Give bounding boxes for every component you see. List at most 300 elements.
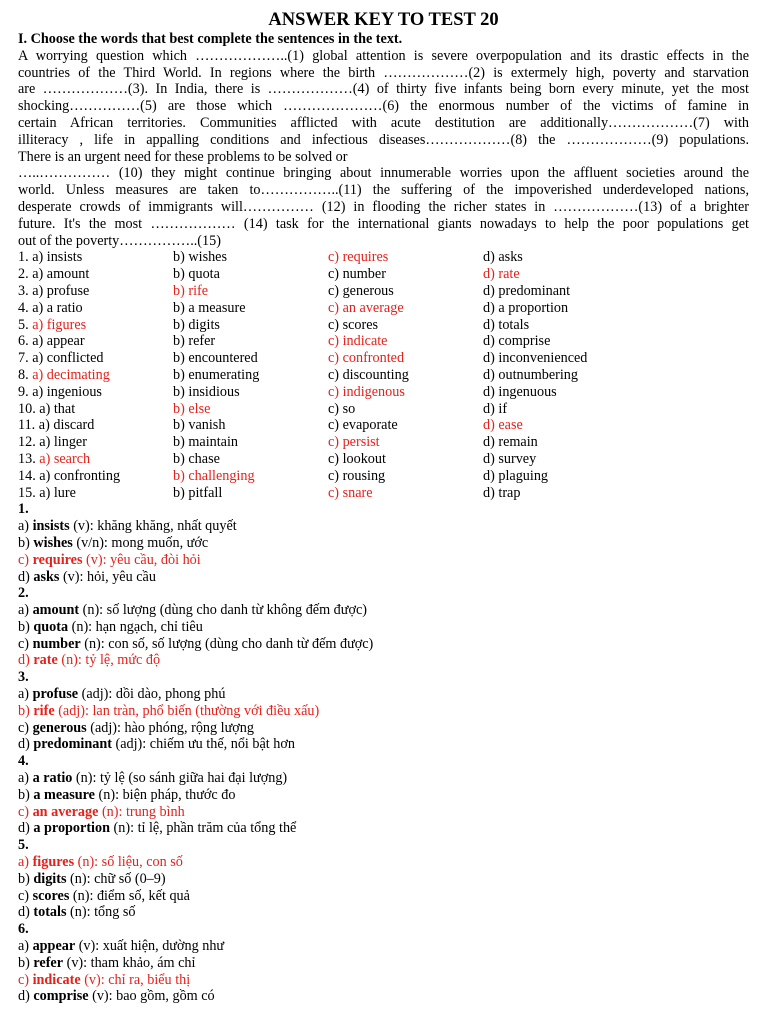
- explanation-line: [18, 820, 749, 837]
- option-letter: b): [173, 299, 185, 316]
- option-text: predominant: [498, 282, 571, 299]
- question-row: [18, 417, 749, 434]
- option-letter: d): [483, 266, 495, 283]
- option-letter: d): [483, 282, 495, 299]
- explanation-line: [18, 955, 749, 972]
- explanation-line: [18, 904, 749, 921]
- question-row: [18, 317, 749, 334]
- passage-line: certain African territories. Communities afflicted with acute destitution are additionally………………(7) with: [18, 114, 749, 131]
- option: [173, 367, 259, 383]
- explanation-word: a ratio: [32, 770, 73, 787]
- explanation-number: 5.: [18, 837, 29, 854]
- correct-explanation-line: [18, 804, 749, 821]
- option-cell: [483, 434, 633, 451]
- explanation-word: profuse: [32, 686, 79, 703]
- option-cell: [483, 451, 633, 468]
- correct-option: [328, 249, 388, 265]
- option-text: digits: [188, 316, 220, 333]
- option: [173, 384, 240, 400]
- option-text: discounting: [342, 366, 409, 383]
- explanation-meaning: (n): trung bình: [98, 803, 185, 820]
- option-cell: [173, 350, 328, 367]
- option-text: else: [188, 400, 211, 417]
- explanation-word: asks: [33, 568, 60, 585]
- option-cell: [483, 300, 633, 317]
- option: [173, 266, 220, 282]
- explanation-line: [18, 636, 749, 653]
- explanation-meaning: (n): biện pháp, thước đo: [94, 786, 236, 803]
- explanation-letter: b): [18, 870, 30, 887]
- explanation-word: rife: [33, 702, 55, 719]
- option: [173, 350, 258, 366]
- option-text: rate: [498, 266, 520, 283]
- option: [32, 266, 89, 282]
- passage-line: shocking……………(5) are those which …………………(6) the enormous number of the victims of famine in: [18, 98, 749, 115]
- explanation-line: [18, 888, 749, 905]
- explanation-line: [18, 988, 749, 1005]
- explanation-meaning: (n): con số, số lượng (dùng cho danh từ đếm được): [80, 635, 374, 652]
- option-letter: a): [32, 383, 44, 400]
- option: [328, 283, 394, 299]
- option-cell: [173, 384, 328, 401]
- option-text: refer: [188, 333, 216, 350]
- option-letter: a): [39, 400, 51, 417]
- explanation-word: refer: [33, 954, 64, 971]
- option-letter: b): [173, 467, 185, 484]
- option: [483, 283, 570, 299]
- option-cell: [328, 401, 483, 418]
- question-row: [18, 283, 749, 300]
- option-text: insists: [46, 249, 83, 266]
- explanation-word: generous: [32, 719, 87, 736]
- option-text: challenging: [188, 467, 255, 484]
- correct-option: [173, 283, 208, 299]
- option-letter: a): [32, 350, 44, 367]
- question-row: [18, 367, 749, 384]
- explanation-letter: d): [18, 904, 30, 921]
- question-number: 7.: [18, 350, 29, 367]
- passage-line: world. Unless measures are taken to……………..(11) the suffering of the impoverished underdeveloped nations,: [18, 182, 749, 199]
- explanation-line: [18, 686, 749, 703]
- correct-option: [39, 451, 90, 467]
- option-cell: [483, 367, 633, 384]
- question-number: 14.: [18, 467, 36, 484]
- option-text: indigenous: [342, 383, 405, 400]
- option: [32, 300, 82, 316]
- explanation-meaning: (adj): chiếm ưu thế, nổi bật hơn: [111, 736, 295, 753]
- option-text: ingenuous: [498, 383, 557, 400]
- option-text: figures: [46, 316, 87, 333]
- explanation-letter: b): [18, 702, 30, 719]
- option-text: pitfall: [188, 484, 223, 501]
- option: [39, 434, 87, 450]
- option-cell: [483, 333, 633, 350]
- option-text: if: [498, 400, 508, 417]
- explanation-word: a measure: [33, 786, 95, 803]
- option: [173, 317, 220, 333]
- option-cell: [18, 249, 173, 266]
- option-letter: c): [328, 249, 340, 266]
- explanation-number: 4.: [18, 753, 29, 770]
- option-letter: a): [32, 299, 44, 316]
- option-cell: [18, 384, 173, 401]
- question-row: [18, 485, 749, 502]
- option-cell: [173, 451, 328, 468]
- option-letter: c): [328, 417, 340, 434]
- option: [483, 350, 587, 366]
- option-letter: c): [328, 266, 340, 283]
- option-letter: c): [328, 299, 340, 316]
- option-cell: [173, 485, 328, 502]
- explanation-letter: a): [18, 938, 30, 955]
- option: [32, 283, 89, 299]
- option-text: confronted: [342, 350, 405, 367]
- option-letter: a): [32, 266, 44, 283]
- option-cell: [18, 283, 173, 300]
- option-cell: [483, 485, 633, 502]
- option-text: persist: [342, 434, 380, 451]
- option-text: ease: [498, 417, 523, 434]
- option-text: survey: [498, 450, 537, 467]
- explanation-meaning: (n): tổng số: [66, 904, 136, 921]
- option-text: inconvenienced: [498, 350, 588, 367]
- passage-line: There is an urgent need for these problems to be solved or: [18, 148, 348, 165]
- option-letter: d): [483, 417, 495, 434]
- option-text: snare: [342, 484, 373, 501]
- option-letter: b): [173, 434, 185, 451]
- explanation-number: 3.: [18, 669, 29, 686]
- option-cell: [173, 434, 328, 451]
- question-row: [18, 333, 749, 350]
- explanation-line: [18, 518, 749, 535]
- option: [483, 401, 507, 417]
- option: [483, 451, 536, 467]
- passage-line: are ………………(3). In India, there is ………………(4) of thirty five infants being born every minute, yet the most: [18, 81, 749, 98]
- option: [483, 317, 529, 333]
- explanation-word: appear: [32, 938, 76, 955]
- explanation-number: 2.: [18, 585, 29, 602]
- page-title: ANSWER KEY TO TEST 20: [268, 10, 499, 30]
- option: [483, 468, 548, 484]
- option-cell: [18, 266, 173, 283]
- explanation-letter: c): [18, 803, 30, 820]
- explanation-letter: a): [18, 770, 30, 787]
- option-text: decimating: [46, 366, 110, 383]
- explanation-word: an average: [32, 803, 99, 820]
- option-text: linger: [53, 434, 87, 451]
- option-cell: [328, 300, 483, 317]
- explanation-meaning: (n): điểm số, kết quả: [69, 887, 190, 904]
- correct-option: [483, 266, 520, 282]
- explanation-letter: d): [18, 652, 30, 669]
- option-cell: [328, 485, 483, 502]
- option-cell: [173, 401, 328, 418]
- passage-line: …..…………… (10) they might continue bringing about innumerable worries upon the affluent societies around the: [18, 165, 749, 182]
- explanation-word: insists: [32, 518, 70, 535]
- option: [483, 249, 523, 265]
- option-text: maintain: [188, 434, 239, 451]
- option-cell: [328, 384, 483, 401]
- option-text: number: [342, 266, 386, 283]
- correct-option: [173, 468, 255, 484]
- option-text: rife: [188, 282, 209, 299]
- question-number: 12.: [18, 434, 36, 451]
- explanation-line: [18, 535, 749, 552]
- explanation-letter: c): [18, 719, 30, 736]
- option-cell: [18, 451, 173, 468]
- option: [32, 333, 84, 349]
- correct-explanation-line: [18, 552, 749, 569]
- option-cell: [483, 417, 633, 434]
- option-text: wishes: [188, 249, 227, 266]
- option-letter: c): [328, 484, 340, 501]
- option-cell: [173, 468, 328, 485]
- option-text: quota: [188, 266, 220, 283]
- correct-option: [32, 317, 86, 333]
- option-letter: b): [173, 266, 185, 283]
- explanation-meaning: (adj): dồi dào, phong phú: [78, 686, 226, 703]
- option-cell: [483, 283, 633, 300]
- option-letter: d): [483, 484, 495, 501]
- option-text: indicate: [342, 333, 388, 350]
- option-text: comprise: [498, 333, 551, 350]
- passage-line: desperate crowds of immigrants will…………… (12) in flooding the richer states in ………………(13) of a brighter: [18, 198, 749, 215]
- explanation-meaning: (adj): lan tràn, phổ biến (thường với điều xấu): [54, 702, 320, 719]
- explanation-line: [18, 736, 749, 753]
- option-letter: c): [328, 282, 340, 299]
- explanation-letter: c): [18, 887, 30, 904]
- explanation-number: 1.: [18, 501, 29, 518]
- option: [173, 434, 238, 450]
- option-letter: a): [39, 484, 51, 501]
- option-letter: d): [483, 366, 495, 383]
- question-row: [18, 384, 749, 401]
- option-cell: [328, 417, 483, 434]
- explanation-word: a proportion: [33, 820, 110, 837]
- option-letter: d): [483, 333, 495, 350]
- option-cell: [483, 317, 633, 334]
- explanation-letter: c): [18, 635, 30, 652]
- option-cell: [328, 367, 483, 384]
- explanation-word: figures: [32, 854, 75, 871]
- option-cell: [173, 283, 328, 300]
- explanation-letter: b): [18, 786, 30, 803]
- question-number: 4.: [18, 299, 29, 316]
- option-cell: [483, 350, 633, 367]
- option-letter: d): [483, 350, 495, 367]
- option-cell: [18, 317, 173, 334]
- explanation-line: [18, 569, 749, 586]
- option: [483, 434, 538, 450]
- explanation-letter: d): [18, 988, 30, 1005]
- option-cell: [483, 468, 633, 485]
- correct-option: [32, 367, 110, 383]
- option-letter: a): [32, 249, 44, 266]
- explanation-line: [18, 619, 749, 636]
- option-letter: b): [173, 316, 185, 333]
- option: [328, 451, 386, 467]
- explanation-meaning: (v): chỉ ra, biểu thị: [80, 971, 191, 988]
- question-row: [18, 350, 749, 367]
- option-text: requires: [342, 249, 389, 266]
- option-letter: a): [32, 316, 44, 333]
- explanation-meaning: (v): hỏi, yêu cầu: [59, 568, 156, 585]
- option-letter: d): [483, 400, 495, 417]
- option-cell: [328, 350, 483, 367]
- passage-line: future. It's the most ……………… (14) task for the international giants nowadays to help the poor populations get: [18, 215, 749, 232]
- passage-line: out of the poverty……………..(15): [18, 232, 221, 249]
- option: [483, 367, 578, 383]
- option: [328, 401, 355, 417]
- option-cell: [18, 300, 173, 317]
- cloze-passage: [18, 48, 749, 250]
- option-letter: b): [173, 400, 185, 417]
- option-letter: a): [39, 467, 51, 484]
- explanation-word: digits: [33, 870, 67, 887]
- option: [32, 249, 82, 265]
- explanation-word: scores: [32, 887, 70, 904]
- option-cell: [173, 367, 328, 384]
- correct-option: [483, 417, 523, 433]
- option-cell: [18, 485, 173, 502]
- option-cell: [483, 401, 633, 418]
- explanation-meaning: (n): tỉ lệ, phần trăm của tổng thể: [109, 820, 297, 837]
- explanation-letter: a): [18, 602, 30, 619]
- explanation-word: requires: [32, 551, 83, 568]
- correct-option: [328, 300, 404, 316]
- option-letter: a): [32, 366, 44, 383]
- option-text: scores: [342, 316, 379, 333]
- option-letter: c): [328, 383, 340, 400]
- explanation-word: totals: [33, 904, 67, 921]
- option-cell: [18, 417, 173, 434]
- explanation-line: [18, 770, 749, 787]
- option-text: trap: [498, 484, 521, 501]
- option-text: lure: [53, 484, 76, 501]
- option-text: remain: [498, 434, 538, 451]
- option: [173, 485, 222, 501]
- explanations-list: [18, 501, 749, 1005]
- option-letter: b): [173, 417, 185, 434]
- option: [173, 417, 225, 433]
- correct-option: [328, 485, 373, 501]
- correct-option: [328, 333, 387, 349]
- option-cell: [328, 283, 483, 300]
- explanation-meaning: (n): số lượng (dùng cho danh từ không đếm được): [79, 602, 367, 619]
- option: [328, 266, 386, 282]
- explanation-meaning: (v/n): mong muốn, ước: [72, 534, 209, 551]
- option: [39, 468, 120, 484]
- explanation-meaning: (v): yêu cầu, đòi hỏi: [82, 551, 201, 568]
- explanation-word: indicate: [32, 971, 81, 988]
- option-letter: b): [173, 282, 185, 299]
- option-letter: c): [328, 450, 340, 467]
- option-letter: c): [328, 333, 340, 350]
- option-cell: [173, 317, 328, 334]
- option-letter: c): [328, 316, 340, 333]
- option: [173, 333, 215, 349]
- option-text: encountered: [188, 350, 258, 367]
- explanation-letter: b): [18, 618, 30, 635]
- passage-line: A worrying question which ………………..(1) global attention is severe overpopulation and its drastic effects in the: [18, 47, 749, 64]
- option-cell: [18, 434, 173, 451]
- explanation-word: amount: [32, 602, 80, 619]
- question-number: 6.: [18, 333, 29, 350]
- option-letter: b): [173, 383, 185, 400]
- option: [483, 485, 520, 501]
- option-cell: [483, 266, 633, 283]
- option-text: that: [53, 400, 76, 417]
- option-letter: d): [483, 434, 495, 451]
- explanation-meaning: (adj): hào phóng, rộng lượng: [86, 719, 254, 736]
- question-number: 2.: [18, 266, 29, 283]
- option-text: amount: [46, 266, 90, 283]
- option: [173, 249, 227, 265]
- explanation-meaning: (n): hạn ngạch, chỉ tiêu: [68, 618, 203, 635]
- option-text: a proportion: [498, 299, 569, 316]
- option-text: confronting: [53, 467, 121, 484]
- question-number: 5.: [18, 316, 29, 333]
- option-text: profuse: [46, 282, 90, 299]
- option-text: totals: [498, 316, 530, 333]
- option-text: a ratio: [46, 299, 83, 316]
- option: [32, 350, 103, 366]
- correct-option: [328, 384, 405, 400]
- option-letter: d): [483, 299, 495, 316]
- option-cell: [18, 401, 173, 418]
- option-cell: [18, 367, 173, 384]
- correct-explanation-line: [18, 652, 749, 669]
- explanation-letter: d): [18, 820, 30, 837]
- option-text: discard: [53, 417, 95, 434]
- option-text: outnumbering: [498, 366, 578, 383]
- option-letter: b): [173, 484, 185, 501]
- correct-explanation-line: [18, 703, 749, 720]
- option: [483, 300, 568, 316]
- option: [328, 417, 398, 433]
- explanation-letter: b): [18, 954, 30, 971]
- question-row: [18, 249, 749, 266]
- explanation-line: [18, 787, 749, 804]
- option-cell: [173, 300, 328, 317]
- option-letter: d): [483, 383, 495, 400]
- question-number: 9.: [18, 383, 29, 400]
- explanation-meaning: (n): số liệu, con số: [74, 854, 183, 871]
- option-cell: [173, 266, 328, 283]
- question-number: 15.: [18, 484, 36, 501]
- question-row: [18, 300, 749, 317]
- explanation-letter: d): [18, 736, 30, 753]
- option: [328, 367, 409, 383]
- explanation-meaning: (n): tỷ lệ, mức độ: [57, 652, 161, 669]
- option-text: conflicted: [46, 350, 104, 367]
- option-letter: a): [39, 450, 51, 467]
- explanation-line: [18, 602, 749, 619]
- option-letter: d): [483, 450, 495, 467]
- option-text: lookout: [342, 450, 386, 467]
- option-text: insidious: [188, 383, 240, 400]
- explanation-word: quota: [33, 618, 69, 635]
- option-cell: [173, 333, 328, 350]
- explanation-meaning: (n): chữ số (0–9): [66, 870, 166, 887]
- explanation-meaning: (v): xuất hiện, dường như: [75, 938, 225, 955]
- question-number: 10.: [18, 400, 36, 417]
- option-letter: d): [483, 316, 495, 333]
- option: [39, 417, 95, 433]
- explanation-letter: c): [18, 551, 30, 568]
- option-cell: [18, 468, 173, 485]
- option-text: rousing: [342, 467, 386, 484]
